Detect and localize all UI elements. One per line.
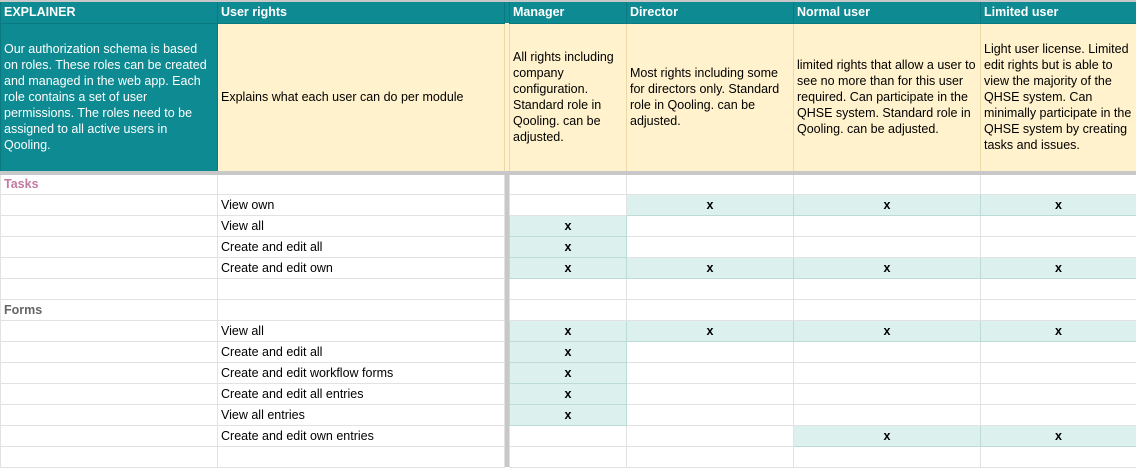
permission-cell[interactable]: x [510, 341, 627, 362]
permission-cell[interactable] [981, 236, 1136, 257]
permission-cell[interactable] [510, 194, 627, 215]
right-cell[interactable]: View all entries [218, 404, 505, 425]
permission-cell[interactable] [794, 173, 981, 194]
section-cell[interactable] [1, 320, 218, 341]
right-cell[interactable] [218, 278, 505, 299]
role-header-normal-user[interactable]: Normal user [794, 1, 981, 23]
table-row [1, 446, 1136, 467]
header-row [1, 1, 1136, 23]
permission-cell[interactable]: x [794, 425, 981, 446]
permission-cell[interactable] [627, 215, 794, 236]
permission-cell[interactable]: x [510, 383, 627, 404]
permission-cell[interactable] [510, 173, 627, 194]
section-cell[interactable] [1, 257, 218, 278]
description-row [1, 23, 1136, 173]
permission-cell[interactable] [627, 299, 794, 320]
permission-cell[interactable] [627, 446, 794, 467]
permission-cell[interactable]: x [627, 194, 794, 215]
permission-cell[interactable] [627, 236, 794, 257]
role-header-director[interactable]: Director [627, 1, 794, 23]
section-cell[interactable] [1, 278, 218, 299]
section-cell[interactable] [1, 446, 218, 467]
right-cell[interactable] [218, 446, 505, 467]
right-cell[interactable]: Create and edit workflow forms [218, 362, 505, 383]
section-cell[interactable] [1, 194, 218, 215]
normal-user-description[interactable]: limited rights that allow a user to see no more than for this user required. Can participate in the QHSE system. Standard role in Qooling. can be adjusted. [794, 23, 981, 173]
permission-cell[interactable] [794, 215, 981, 236]
right-cell[interactable]: View all [218, 215, 505, 236]
section-cell[interactable] [1, 341, 218, 362]
user-rights-description[interactable]: Explains what each user can do per module [218, 23, 505, 173]
user-rights-header[interactable]: User rights [218, 1, 505, 23]
permission-cell[interactable]: x [510, 215, 627, 236]
role-header-limited-user[interactable]: Limited user [981, 1, 1136, 23]
table-row [1, 425, 1136, 446]
permission-cell[interactable] [981, 299, 1136, 320]
right-cell[interactable]: View all [218, 320, 505, 341]
permission-cell[interactable]: x [794, 257, 981, 278]
limited-user-description[interactable]: Light user license. Limited edit rights but is able to view the majority of the QHSE system. Can minimally participate in the QHSE system by creating tasks and issues. [981, 23, 1136, 173]
right-cell[interactable] [218, 173, 505, 194]
table-row [1, 383, 1136, 404]
explainer-description[interactable]: Our authorization schema is based on roles. These roles can be created and managed in the web app. Each role contains a set of user permissions. The roles need to be assigned to all active users in Qooling. [1, 23, 218, 173]
section-cell[interactable] [1, 404, 218, 425]
permission-cell[interactable]: x [510, 362, 627, 383]
permission-cell[interactable] [981, 173, 1136, 194]
permission-cell[interactable]: x [981, 257, 1136, 278]
explainer-header[interactable]: EXPLAINER [1, 1, 218, 23]
right-cell[interactable]: Create and edit all [218, 236, 505, 257]
permission-cell[interactable]: x [510, 257, 627, 278]
section-cell[interactable]: Tasks [1, 173, 218, 194]
right-cell[interactable]: Create and edit own entries [218, 425, 505, 446]
permission-cell[interactable] [510, 425, 627, 446]
right-cell[interactable] [218, 299, 505, 320]
permission-cell[interactable] [510, 278, 627, 299]
permission-cell[interactable] [794, 362, 981, 383]
section-cell[interactable] [1, 425, 218, 446]
permission-cell[interactable]: x [510, 236, 627, 257]
permission-cell[interactable] [981, 341, 1136, 362]
permission-cell[interactable]: x [627, 257, 794, 278]
table-row [1, 257, 1136, 278]
permission-cell[interactable] [510, 299, 627, 320]
table-row [1, 362, 1136, 383]
permission-cell[interactable] [794, 383, 981, 404]
right-cell[interactable]: Create and edit all entries [218, 383, 505, 404]
table-row [1, 236, 1136, 257]
section-cell[interactable]: Forms [1, 299, 218, 320]
permission-cell[interactable] [510, 446, 627, 467]
section-cell[interactable] [1, 215, 218, 236]
permission-cell[interactable]: x [981, 425, 1136, 446]
permission-cell[interactable] [794, 446, 981, 467]
table-row [1, 215, 1136, 236]
table-row [1, 278, 1136, 299]
permission-cell[interactable] [981, 215, 1136, 236]
permission-cell[interactable]: x [794, 320, 981, 341]
permission-cell[interactable] [794, 236, 981, 257]
permission-cell[interactable]: x [981, 194, 1136, 215]
role-header-manager[interactable]: Manager [510, 1, 627, 23]
permission-cell[interactable]: x [627, 320, 794, 341]
permission-cell[interactable] [794, 278, 981, 299]
permission-cell[interactable] [794, 299, 981, 320]
permission-cell[interactable] [627, 362, 794, 383]
permission-cell[interactable] [981, 446, 1136, 467]
manager-description[interactable]: All rights including company configuration. Standard role in Qooling. can be adjusted. [510, 23, 627, 173]
permission-cell[interactable]: x [510, 320, 627, 341]
permission-cell[interactable] [627, 173, 794, 194]
permission-cell[interactable] [981, 404, 1136, 425]
permission-cell[interactable] [627, 278, 794, 299]
table-row [1, 173, 1136, 194]
right-cell[interactable]: View own [218, 194, 505, 215]
permission-cell[interactable] [627, 425, 794, 446]
table-row [1, 299, 1136, 320]
director-description[interactable]: Most rights including some for directors only. Standard role in Qooling. can be adjusted. [627, 23, 794, 173]
section-cell[interactable] [1, 362, 218, 383]
right-cell[interactable]: Create and edit all [218, 341, 505, 362]
right-cell[interactable]: Create and edit own [218, 257, 505, 278]
permission-cell[interactable] [981, 383, 1136, 404]
permission-cell[interactable] [627, 383, 794, 404]
permission-cell[interactable] [981, 278, 1136, 299]
permission-cell[interactable]: x [794, 194, 981, 215]
permission-cell[interactable] [627, 404, 794, 425]
permission-cell[interactable]: x [981, 320, 1136, 341]
table-row [1, 341, 1136, 362]
permission-cell[interactable]: x [510, 404, 627, 425]
permission-cell[interactable] [794, 404, 981, 425]
permission-cell[interactable] [627, 341, 794, 362]
table-row [1, 320, 1136, 341]
section-cell[interactable] [1, 383, 218, 404]
table-row [1, 404, 1136, 425]
table-row [1, 194, 1136, 215]
permission-cell[interactable] [794, 341, 981, 362]
permission-cell[interactable] [981, 362, 1136, 383]
section-cell[interactable] [1, 236, 218, 257]
